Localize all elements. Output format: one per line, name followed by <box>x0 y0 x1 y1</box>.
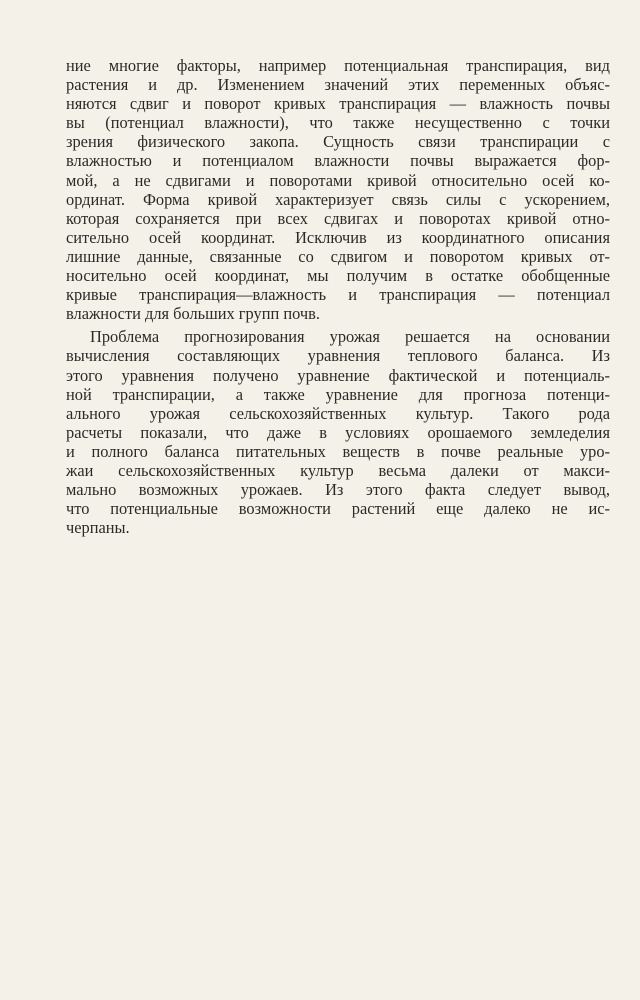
text-line: лишние данные, связанные со сдвигом и поворотом кривых от- <box>66 246 610 266</box>
text-line: ной транспирации, а также уравнение для прогноза потенци- <box>66 384 610 404</box>
text-line: расчеты показали, что даже в условиях орошаемого земледелия <box>66 422 610 442</box>
text-line: зрения физического закопа. Сущность связи транспирации с <box>66 132 610 152</box>
text-line: сительно осей координат. Исключив из координатного описания <box>66 227 610 247</box>
text-line: черпаны. <box>66 518 130 538</box>
text-line: этого уравнения получено уравнение фактической и потенциаль- <box>66 365 610 385</box>
text-line: ального урожая сельскохозяйственных культур. Такого рода <box>66 403 610 423</box>
text-line: мально возможных урожаев. Из этого факта следует вывод, <box>66 480 610 500</box>
body-text <box>66 56 610 537</box>
text-line: влажностью и потенциалом влажности почвы выражается фор- <box>66 151 610 171</box>
text-line: влажности для больших групп почв. <box>66 304 320 324</box>
text-line: носительно осей координат, мы получим в остатке обобщенные <box>66 266 610 286</box>
text-line: няются сдвиг и поворот кривых транспирация — влажность почвы <box>66 94 610 114</box>
text-line: Проблема прогнозирования урожая решается на основании <box>90 327 610 347</box>
text-line: ние многие факторы, например потенциальная транспирация, вид <box>66 56 610 75</box>
text-line: что потенциальные возможности растений еще далеко не ис- <box>66 499 610 519</box>
text-line: которая сохраняется при всех сдвигах и поворотах кривой отно- <box>66 208 610 228</box>
text-line: жаи сельскохозяйственных культур весьма далеки от макси- <box>66 460 610 480</box>
paragraph-2 <box>66 327 610 537</box>
paragraph-1 <box>66 56 610 323</box>
text-line: мой, а не сдвигами и поворотами кривой относительно осей ко- <box>66 170 610 190</box>
text-line: кривые транспирация—влажность и транспирация — потенциал <box>66 285 610 305</box>
text-line: вычисления составляющих уравнения теплового баланса. Из <box>66 346 610 366</box>
text-line: и полного баланса питательных веществ в почве реальные уро- <box>66 441 610 461</box>
text-line: ординат. Форма кривой характеризует связь силы с ускорением, <box>66 189 610 209</box>
text-line: растения и др. Изменением значений этих переменных объяс- <box>66 75 610 95</box>
text-line: вы (потенциал влажности), что также несущественно с точки <box>66 113 610 133</box>
